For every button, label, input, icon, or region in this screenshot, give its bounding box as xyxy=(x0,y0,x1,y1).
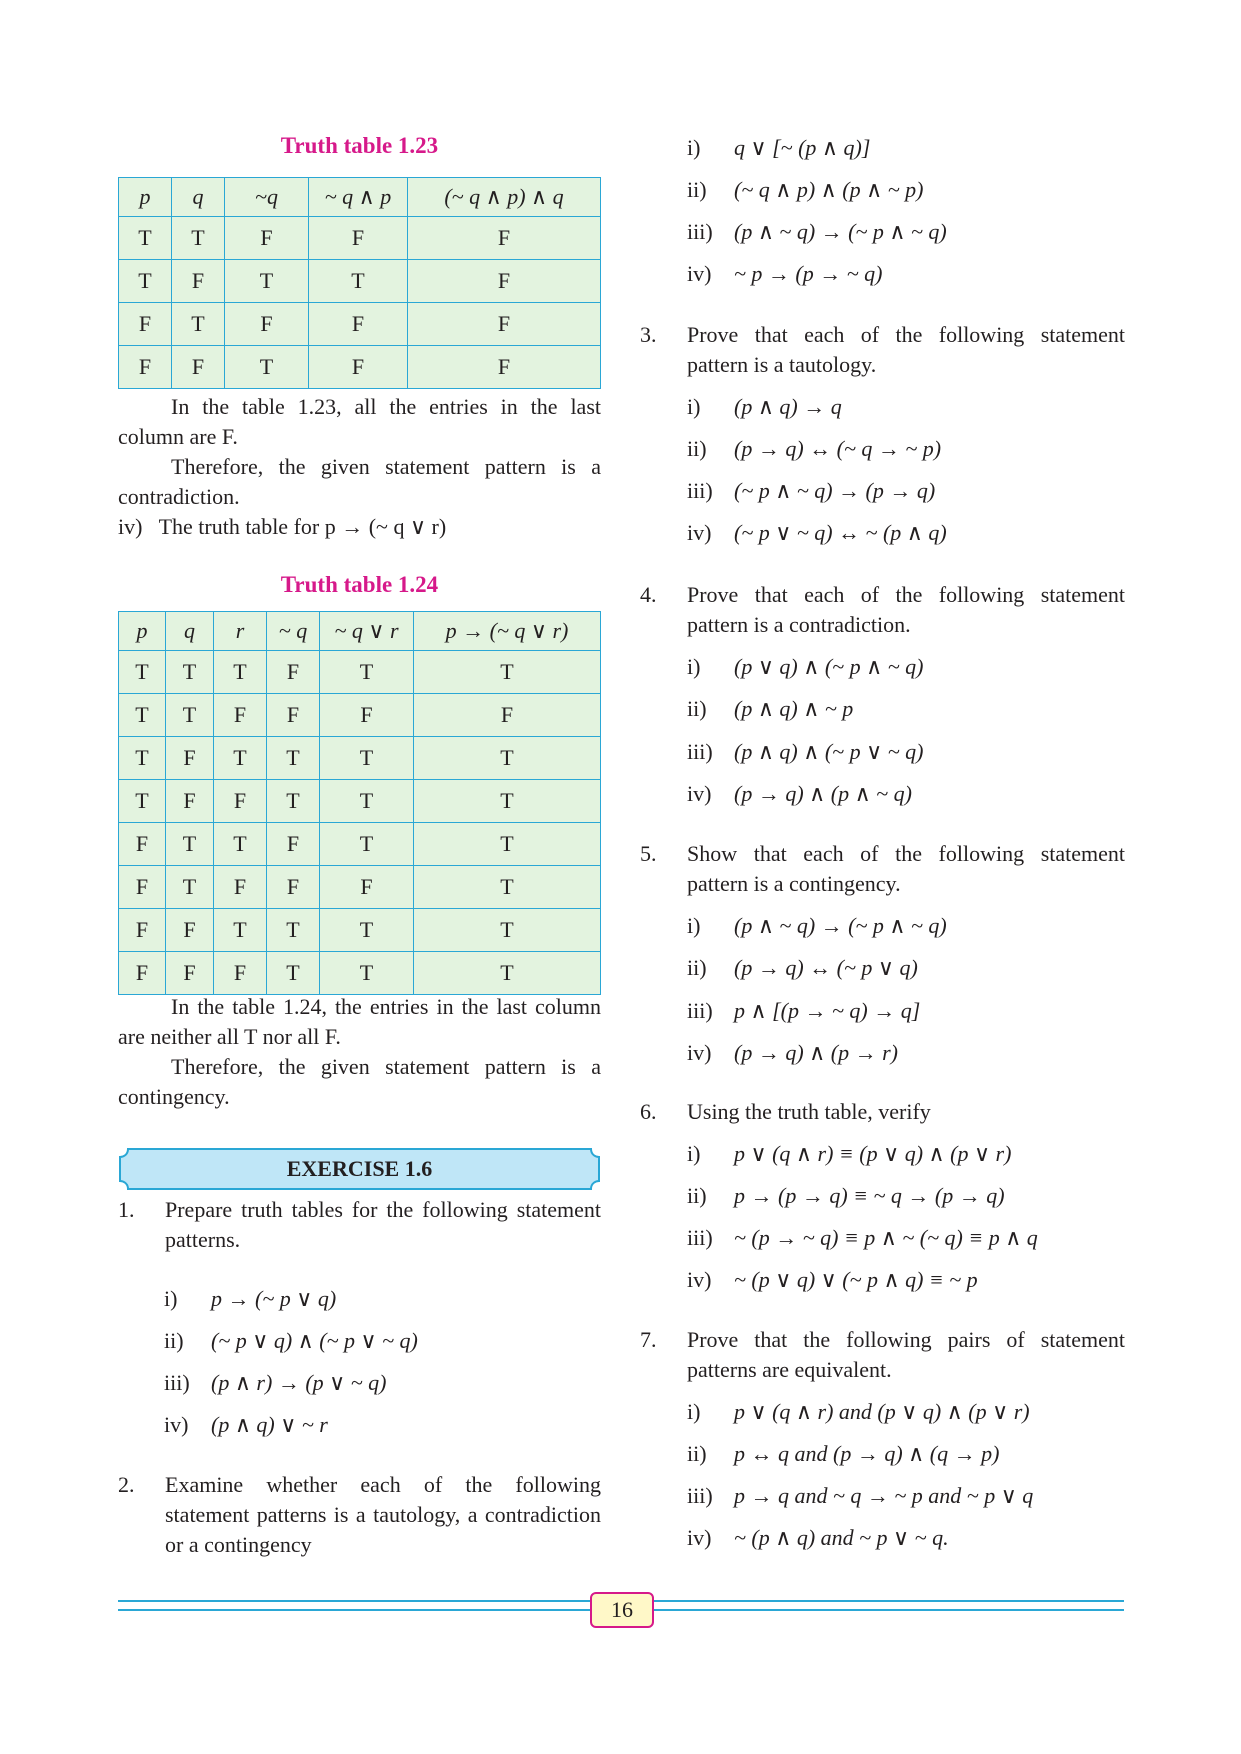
table-header-row xyxy=(119,612,601,651)
part-iv-intro xyxy=(118,512,601,542)
table-cell: T xyxy=(214,737,267,780)
table-cell: T xyxy=(214,909,267,952)
sub-item-expression: p → (p → q) ≡ ~ q → (p → q) xyxy=(734,1183,1005,1208)
column-header: q xyxy=(166,612,214,651)
table-cell: F xyxy=(172,346,225,389)
question-text: Prove that the following pairs of statement patterns are equivalent. xyxy=(687,1327,1125,1382)
sub-item-label: iv) xyxy=(687,1267,712,1292)
question-text: Prove that each of the following statement pattern is a contradiction. xyxy=(687,582,1125,637)
table-cell: T xyxy=(119,651,166,694)
table-cell: F xyxy=(119,823,166,866)
sub-item-label: ii) xyxy=(687,955,707,980)
sub-item-expression: (p ∧ ~ q) → (~ p ∧ ~ q) xyxy=(734,913,947,938)
column-header: p xyxy=(119,178,172,217)
table-cell: F xyxy=(166,737,214,780)
sub-item-label: i) xyxy=(687,1399,701,1424)
table-row xyxy=(119,909,601,952)
column-header: ~q xyxy=(225,178,309,217)
column-header: q xyxy=(172,178,225,217)
table-cell: F xyxy=(225,217,309,260)
table-row xyxy=(119,952,601,995)
sub-item-label: iii) xyxy=(687,1225,713,1250)
table-row xyxy=(119,866,601,909)
part-text: The truth table for p → (~ q ∨ r) xyxy=(158,514,447,539)
exercise-title: EXERCISE 1.6 xyxy=(286,1156,433,1181)
sub-item-expression: p ∨ (q ∧ r) ≡ (p ∨ q) ∧ (p ∨ r) xyxy=(734,1141,1012,1166)
table-cell: F xyxy=(214,866,267,909)
table-cell: T xyxy=(414,780,601,823)
table-cell: F xyxy=(119,952,166,995)
sub-item-label: i) xyxy=(687,654,701,679)
table-row xyxy=(119,694,601,737)
table-cell: F xyxy=(119,909,166,952)
table-cell: T xyxy=(119,694,166,737)
table-cell: F xyxy=(309,303,408,346)
table-cell: T xyxy=(320,737,414,780)
sub-item-label: ii) xyxy=(687,1441,707,1466)
sub-item-expression: ~ (p ∨ q) ∨ (~ p ∧ q) ≡ ~ p xyxy=(734,1267,978,1292)
table-cell: T xyxy=(172,217,225,260)
table-cell: F xyxy=(166,952,214,995)
column-header: p → (~ q ∨ r) xyxy=(414,612,601,651)
table-cell: T xyxy=(119,737,166,780)
table-row xyxy=(119,780,601,823)
table-cell: F xyxy=(408,346,601,389)
table-cell: F xyxy=(119,303,172,346)
table-cell: T xyxy=(414,823,601,866)
sub-item-expression: (p ∧ q) → q xyxy=(734,394,842,419)
question-text: Prepare truth tables for the following statement patterns. xyxy=(165,1197,601,1252)
sub-item-label: iv) xyxy=(687,1040,712,1065)
table-cell: F xyxy=(166,909,214,952)
table-cell: T xyxy=(267,737,320,780)
table-cell: F xyxy=(166,780,214,823)
sub-item-expression: q ∨ [~ (p ∧ q)] xyxy=(734,135,871,160)
table-cell: F xyxy=(214,952,267,995)
column-header: ~ q ∨ r xyxy=(320,612,414,651)
sub-item-expression: p ↔ q and (p → q) ∧ (q → p) xyxy=(734,1441,1000,1466)
sub-item-label: i) xyxy=(164,1286,178,1311)
sub-item-label: iv) xyxy=(687,781,712,806)
table-cell: F xyxy=(119,866,166,909)
conclusion-text: Therefore, the given statement pattern is a contradiction. xyxy=(118,454,601,509)
table-cell: T xyxy=(225,260,309,303)
sub-item-label: ii) xyxy=(687,696,707,721)
truth-table-1-23 xyxy=(118,177,601,389)
table-cell: T xyxy=(320,780,414,823)
table-cell: F xyxy=(309,217,408,260)
table-cell: T xyxy=(225,346,309,389)
table-1-24-conclusion xyxy=(118,1052,601,1112)
sub-item-label: iii) xyxy=(687,219,713,244)
sub-item-label: iii) xyxy=(687,1483,713,1508)
sub-item-expression: (p ∧ q) ∧ (~ p ∨ ~ q) xyxy=(734,739,924,764)
sub-item-label: i) xyxy=(687,913,701,938)
table-cell: T xyxy=(320,909,414,952)
part-label: iv) xyxy=(118,514,143,539)
sub-item-label: iv) xyxy=(687,261,712,286)
sub-item-label: ii) xyxy=(164,1328,184,1353)
column-header: ~ q xyxy=(267,612,320,651)
table-cell: T xyxy=(414,952,601,995)
table-cell: F xyxy=(309,346,408,389)
table-cell: T xyxy=(119,780,166,823)
table-cell: F xyxy=(267,694,320,737)
question-number: 7. xyxy=(640,1327,657,1352)
question-number: 3. xyxy=(640,322,657,347)
table-cell: T xyxy=(166,823,214,866)
table-cell: T xyxy=(166,651,214,694)
table-cell: F xyxy=(408,260,601,303)
sub-item-label: ii) xyxy=(687,1183,707,1208)
table-cell: T xyxy=(166,866,214,909)
table-1-24-explanation xyxy=(118,992,601,1052)
table-cell: T xyxy=(320,952,414,995)
truth-table-1-24-title: Truth table 1.24 xyxy=(280,572,439,597)
table-cell: T xyxy=(414,651,601,694)
column-header: (~ q ∧ p) ∧ q xyxy=(408,178,601,217)
table-1-23-explanation xyxy=(118,392,601,452)
sub-item-expression: (~ p ∧ ~ q) → (p → q) xyxy=(734,478,936,503)
sub-item-label: ii) xyxy=(687,177,707,202)
column-header: p xyxy=(119,612,166,651)
sub-item-expression: (p ∧ ~ q) → (~ p ∧ ~ q) xyxy=(734,219,947,244)
table-cell: T xyxy=(320,823,414,866)
question-number: 5. xyxy=(640,841,657,866)
table-cell: F xyxy=(414,694,601,737)
table-row xyxy=(119,217,601,260)
question-text: Prove that each of the following statement pattern is a tautology. xyxy=(687,322,1125,377)
table-row xyxy=(119,346,601,389)
truth-table-1-24 xyxy=(118,611,601,995)
sub-item-label: iv) xyxy=(164,1412,189,1437)
table-cell: T xyxy=(119,260,172,303)
sub-item-expression: (p ∨ q) ∧ (~ p ∧ ~ q) xyxy=(734,654,924,679)
page-number: 16 xyxy=(590,1592,654,1628)
sub-item-label: iii) xyxy=(164,1370,190,1395)
sub-item-expression: (p ∧ q) ∧ ~ p xyxy=(734,696,854,721)
sub-item-label: i) xyxy=(687,135,701,160)
table-1-23-conclusion xyxy=(118,452,601,512)
table-row xyxy=(119,737,601,780)
sub-item-label: ii) xyxy=(687,436,707,461)
table-cell: T xyxy=(166,694,214,737)
sub-item-label: iv) xyxy=(687,1525,712,1550)
table-cell: F xyxy=(214,694,267,737)
table-cell: F xyxy=(267,651,320,694)
exercise-banner xyxy=(118,1147,601,1191)
table-cell: T xyxy=(214,823,267,866)
sub-item-expression: (p → q) ↔ (~ q → ~ p) xyxy=(734,436,942,461)
sub-item-expression: p → q and ~ q → ~ p and ~ p ∨ q xyxy=(734,1483,1034,1508)
sub-item-label: iii) xyxy=(687,478,713,503)
sub-item-expression: p → (~ p ∨ q) xyxy=(211,1286,337,1311)
question-text: Show that each of the following statement pattern is a contingency. xyxy=(687,841,1125,896)
table-cell: F xyxy=(172,260,225,303)
table-cell: T xyxy=(309,260,408,303)
table-cell: T xyxy=(414,909,601,952)
table-cell: F xyxy=(408,217,601,260)
table-cell: T xyxy=(172,303,225,346)
table-row xyxy=(119,260,601,303)
column-header: r xyxy=(214,612,267,651)
table-cell: F xyxy=(320,866,414,909)
sub-item-expression: p ∨ (q ∧ r) and (p ∨ q) ∧ (p ∨ r) xyxy=(734,1399,1030,1424)
question-text: Examine whether each of the following statement patterns is a tautology, a contradiction or a contingency xyxy=(165,1472,601,1557)
sub-item-label: iii) xyxy=(687,998,713,1023)
sub-item-expression: (p → q) ↔ (~ p ∨ q) xyxy=(734,955,918,980)
table-cell: T xyxy=(267,780,320,823)
question-number: 4. xyxy=(640,582,657,607)
question-text: Using the truth table, verify xyxy=(687,1099,931,1124)
sub-item-label: iv) xyxy=(687,520,712,545)
truth-table-1-23-title: Truth table 1.23 xyxy=(280,133,439,158)
table-row xyxy=(119,651,601,694)
sub-item-expression: ~ p → (p → ~ q) xyxy=(734,261,883,286)
question-number: 6. xyxy=(640,1099,657,1124)
sub-item-label: iii) xyxy=(687,739,713,764)
explanation-text: In the table 1.24, the entries in the last column are neither all T nor all F. xyxy=(118,994,601,1049)
question-number: 1. xyxy=(118,1197,135,1222)
table-row xyxy=(119,823,601,866)
table-cell: F xyxy=(214,780,267,823)
table-cell: T xyxy=(267,909,320,952)
table-cell: T xyxy=(320,651,414,694)
sub-item-expression: (p ∧ q) ∨ ~ r xyxy=(211,1412,328,1437)
table-cell: T xyxy=(267,952,320,995)
sub-item-expression: (~ p ∨ q) ∧ (~ p ∨ ~ q) xyxy=(211,1328,418,1353)
table-cell: T xyxy=(414,866,601,909)
sub-item-expression: p ∧ [(p → ~ q) → q] xyxy=(734,998,921,1023)
conclusion-text: Therefore, the given statement pattern is a contingency. xyxy=(118,1054,601,1109)
sub-item-expression: (p → q) ∧ (p ∧ ~ q) xyxy=(734,781,912,806)
table-cell: F xyxy=(267,823,320,866)
table-cell: F xyxy=(225,303,309,346)
table-cell: T xyxy=(119,217,172,260)
question-number: 2. xyxy=(118,1472,135,1497)
sub-item-expression: ~ (p → ~ q) ≡ p ∧ ~ (~ q) ≡ p ∧ q xyxy=(734,1225,1038,1250)
table-cell: T xyxy=(414,737,601,780)
table-cell: F xyxy=(119,346,172,389)
table-cell: F xyxy=(267,866,320,909)
table-row xyxy=(119,303,601,346)
explanation-text: In the table 1.23, all the entries in the last column are F. xyxy=(118,394,601,449)
table-header-row xyxy=(119,178,601,217)
sub-item-expression: (~ q ∧ p) ∧ (p ∧ ~ p) xyxy=(734,177,924,202)
column-header: ~ q ∧ p xyxy=(309,178,408,217)
table-cell: F xyxy=(320,694,414,737)
sub-item-expression: (p → q) ∧ (p → r) xyxy=(734,1040,898,1065)
page-footer xyxy=(118,1592,1124,1622)
sub-item-expression: (p ∧ r) → (p ∨ ~ q) xyxy=(211,1370,387,1395)
table-cell: T xyxy=(214,651,267,694)
sub-item-label: i) xyxy=(687,1141,701,1166)
table-cell: F xyxy=(408,303,601,346)
sub-item-expression: ~ (p ∧ q) and ~ p ∨ ~ q. xyxy=(734,1525,949,1550)
sub-item-label: i) xyxy=(687,394,701,419)
sub-item-expression: (~ p ∨ ~ q) ↔ ~ (p ∧ q) xyxy=(734,520,947,545)
